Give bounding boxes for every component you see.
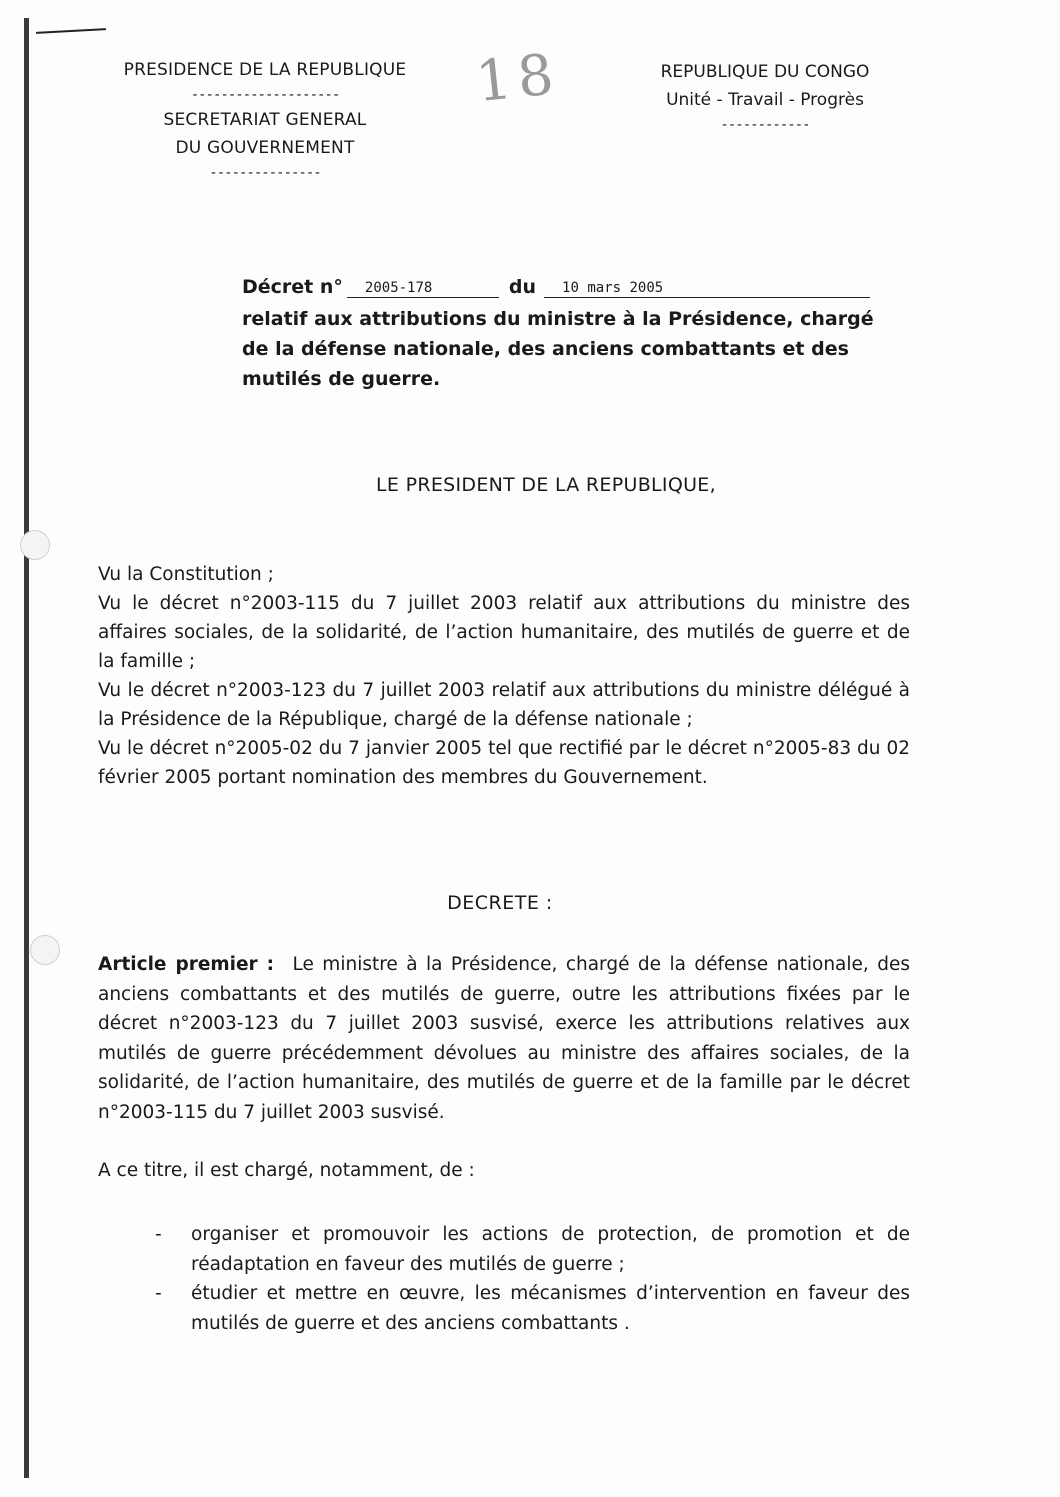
header-separator: -------------------- <box>190 87 340 103</box>
decree-subject: relatif aux attributions du ministre à la Présidence, chargé de la défense nationale, des anciens combattants et des mutilés de guerre. <box>242 308 874 390</box>
article-label: Article premier : <box>98 954 275 975</box>
list-item-text: étudier et mettre en œuvre, les mécanismes d’intervention en faveur des mutilés de guerre et des anciens combattants . <box>191 1283 910 1334</box>
decree-date: 10 mars 2005 <box>544 279 870 298</box>
list-item <box>155 1279 910 1338</box>
decrete-heading-text: DECRETE : <box>447 892 553 914</box>
visas-section <box>98 560 910 792</box>
issuer-secretariat: SECRETARIAT GENERAL <box>163 110 367 130</box>
handwritten-page-number: 18 <box>472 41 563 116</box>
president-heading-text: LE PRESIDENT DE LA REPUBLIQUE, <box>376 474 716 496</box>
mission-intro: A ce titre, il est chargé, notamment, de : <box>98 1160 475 1181</box>
decree-du: du <box>508 276 537 298</box>
corner-pen-mark <box>36 28 106 34</box>
list-dash: - <box>155 1283 162 1304</box>
visa-item: Vu la Constitution ; <box>98 564 274 585</box>
decree-number: 2005-178 <box>347 279 499 298</box>
mission-list <box>155 1220 910 1338</box>
visa-item: Vu le décret n°2003-115 du 7 juillet 2003 relatif aux attributions du ministre des affaires sociales, de la solidarité, de l’action humanitaire, des mutilés de guerre et de la famille ; <box>98 593 910 672</box>
issuer-header <box>90 56 440 184</box>
punch-hole <box>30 935 60 965</box>
decrete-heading <box>0 892 1060 914</box>
country-header <box>630 58 900 136</box>
punch-hole <box>20 530 50 560</box>
binding-edge <box>24 18 29 1478</box>
article-premier <box>98 950 910 1127</box>
issuer-gouvernement: DU GOUVERNEMENT <box>175 138 355 158</box>
decree-title-block <box>242 272 882 394</box>
issuer-presidence: PRESIDENCE DE LA REPUBLIQUE <box>123 60 407 80</box>
header-separator: ------------ <box>720 117 810 133</box>
decree-prefix: Décret n° <box>242 276 343 298</box>
country-name: REPUBLIQUE DU CONGO <box>660 62 870 82</box>
president-heading <box>0 474 1060 496</box>
visa-item: Vu le décret n°2005-02 du 7 janvier 2005 tel que rectifié par le décret n°2005-83 du 02 février 2005 portant nomination des membres du Gouvernement. <box>98 738 910 788</box>
country-motto: Unité - Travail - Progrès <box>666 90 864 110</box>
list-item <box>155 1220 910 1279</box>
header-separator: --------------- <box>209 165 321 181</box>
list-item-text: organiser et promouvoir les actions de protection, de promotion et de réadaptation en faveur des mutilés de guerre ; <box>191 1224 910 1275</box>
visa-item: Vu le décret n°2003-123 du 7 juillet 2003 relatif aux attributions du ministre délégué à la Présidence de la République, chargé de la défense nationale ; <box>98 680 910 730</box>
article-text: Le ministre à la Présidence, chargé de la défense nationale, des anciens combattants et des mutilés de guerre, outre les attributions fixées par le décret n°2003-123 du 7 juillet 2003 susvisé, exerce les attributions relatives aux mutilés de guerre précédemment dévolues au ministre des affaires sociales, de la solidarité, de l’action humanitaire, des mutilés de guerre et de la famille par le décret n°2003-115 du 7 juillet 2003 susvisé. <box>98 954 910 1123</box>
decree-reference <box>242 272 882 302</box>
list-dash: - <box>155 1224 162 1245</box>
